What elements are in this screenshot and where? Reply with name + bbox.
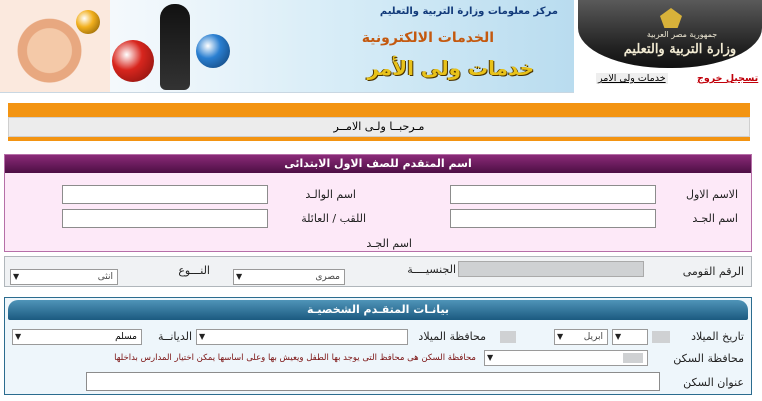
welcome-message: مـرحبــا ولـى الامــر [333,120,425,133]
dropdown-arrow-icon: ▼ [15,332,22,341]
welcome-top-bar [8,103,750,117]
globe-icon [196,34,230,68]
grandfather-name-note: اسم الجـد [366,237,412,250]
grandfather-name-input[interactable] [450,209,656,228]
parent-services-link[interactable]: خدمات ولى الامر [598,73,666,84]
gender-select[interactable] [10,269,118,285]
dropdown-arrow-icon: ▼ [557,332,564,341]
residence-governorate-value [623,353,643,363]
residence-governorate-select[interactable] [484,350,648,366]
globe-icon [76,10,100,34]
address-input[interactable] [86,372,660,391]
birth-day-value [500,331,516,343]
globe-icon [112,40,154,82]
banner-center-name: مركز معلومات وزارة التربية والتعليم [379,6,558,17]
national-id-field[interactable] [458,261,644,277]
first-name-label: الاسم الاول [686,188,738,201]
birth-year-value [652,331,670,343]
birth-month-select[interactable] [554,329,608,345]
name-section-title: اسم المتقدم للصف الاول الابتدائى [284,157,472,170]
nationality-label: الجنسيــــة [407,263,456,276]
religion-value: مسلم [115,332,137,342]
person-silhouette-icon [160,4,190,90]
ministry-subtitle: جمهورية مصر العربية [646,30,718,39]
birth-date-label: تاريخ الميلاد [691,330,744,343]
dropdown-arrow-icon: ▼ [615,332,622,341]
dropdown-arrow-icon: ▼ [236,272,243,281]
banner-parent-services-title: خدمات ولى الأمر [367,56,534,80]
religion-select[interactable] [12,329,142,345]
gender-value: انثى [97,272,113,282]
address-label: عنوان السكن [683,376,744,389]
father-name-label: اسم الوالـد [305,188,356,201]
welcome-bottom-bar [8,137,750,141]
logout-link[interactable]: تسجيل خروج [697,73,759,84]
dropdown-arrow-icon: ▼ [487,353,494,362]
birth-day-select[interactable] [612,329,648,345]
family-name-label: اللقب / العائلة [301,212,366,225]
family-name-input[interactable] [62,209,268,228]
nationality-value: مصرى [315,272,340,282]
dropdown-arrow-icon: ▼ [199,332,206,341]
personal-section-title: بيانـات المتقـدم الشخصيـة [306,303,450,316]
banner-services-title: الخدمات الالكترونية [361,30,494,46]
gender-label: النـــوع [178,264,210,277]
birth-governorate-label: محافظة الميلاد [418,330,486,343]
dropdown-arrow-icon: ▼ [13,272,20,281]
residence-hint: محافظة السكن هى محافظ التى يوجد بها الطفل ويعيش بها وعلى اساسها يمكن اختيار المدارس بداخلها [114,353,476,363]
birth-month-value: ابريل [583,332,603,342]
ministry-name: وزارة التربية والتعليم [623,42,737,57]
birth-governorate-select[interactable] [196,329,408,345]
residence-governorate-label: محافظة السكن [673,352,744,365]
header-banner [0,0,574,93]
first-name-input[interactable] [450,185,656,204]
nationality-select[interactable] [233,269,345,285]
religion-label: الديانــة [158,330,192,343]
grandfather-name-label: اسم الجـد [692,212,738,225]
father-name-input[interactable] [62,185,268,204]
national-id-label: الرقم القومى [682,265,744,278]
